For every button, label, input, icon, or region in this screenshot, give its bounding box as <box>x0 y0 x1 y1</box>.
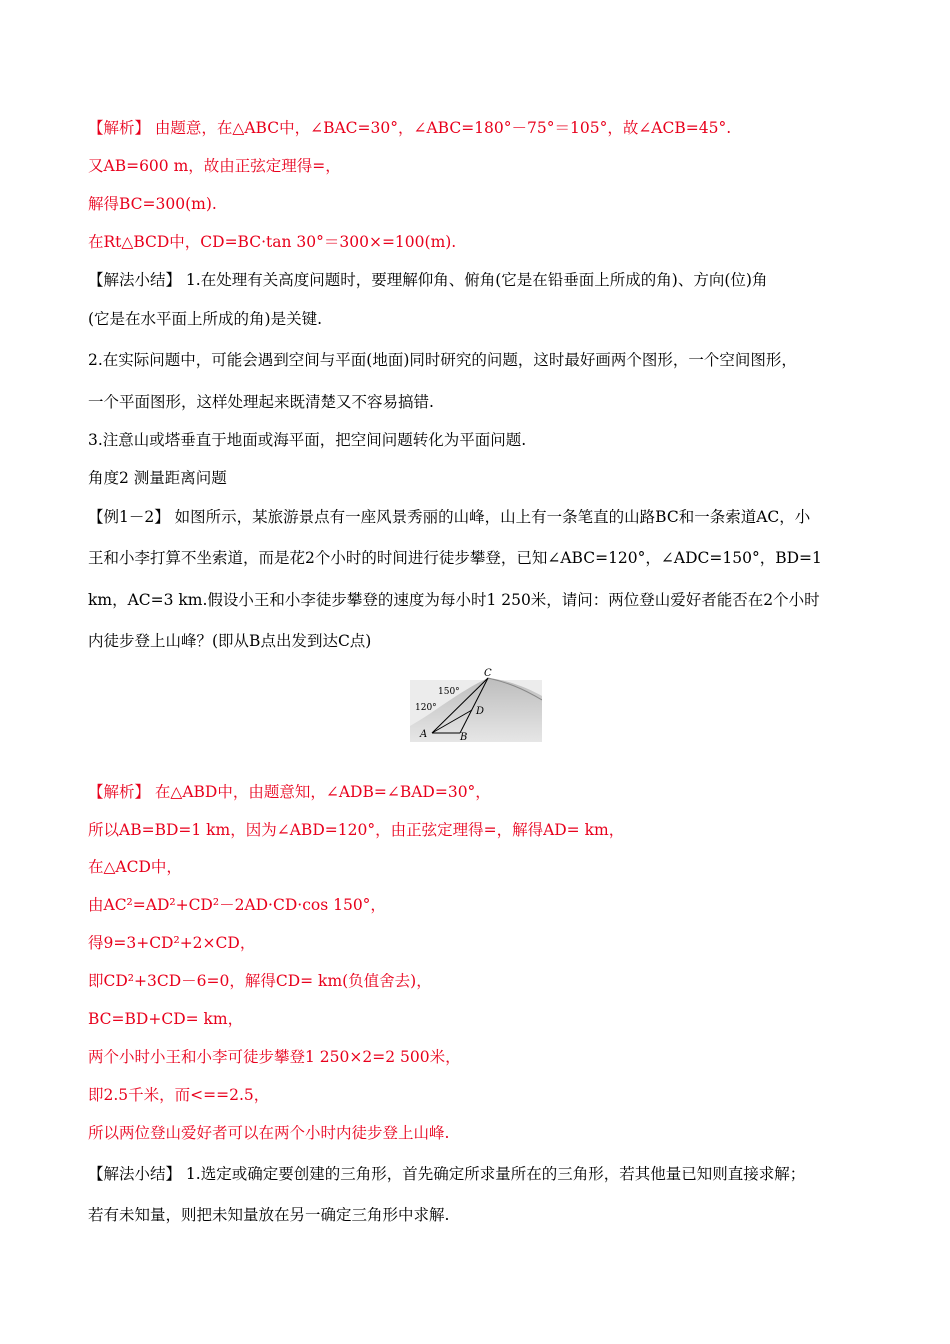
solution2-line4: 由AC²=AD²+CD²－2AD·CD·cos 150°， <box>88 896 386 914</box>
example-line2: 王和小李打算不坐索道，而是花2个小时的时间进行徒步攀登，已知∠ABC=120°，∠ADC=150°，BD=1 <box>88 549 822 567</box>
label-B: B <box>460 732 468 742</box>
example-line3: km，AC=3 km.假设小王和小李徒步攀登的速度为每小时1 250米，请问：两位登山爱好者能否在2个小时 <box>88 591 820 609</box>
solution2-line8: 两个小时小王和小李可徒步攀登1 250×2=2 500米， <box>88 1048 461 1066</box>
solution1-line2: 又AB=600 m，故由正弦定理得=， <box>88 157 341 175</box>
solution2-line7: BC=BD+CD= km， <box>88 1010 244 1028</box>
angle-label-120: 120° <box>415 703 437 713</box>
mountain-figure <box>410 666 542 742</box>
summary1-line4: 一个平面图形，这样处理起来既清楚又不容易搞错. <box>88 393 434 411</box>
summary1-line3: 2.在实际问题中，可能会遇到空间与平面(地面)同时研究的问题，这时最好画两个图形，一个空间图形， <box>88 351 797 369</box>
solution2-line2: 所以AB=BD=1 km，因为∠ABD=120°，由正弦定理得=，解得AD= km， <box>88 821 625 839</box>
summary1-line2: (它是在水平面上所成的角)是关键. <box>88 310 323 328</box>
solution2-line10: 所以两位登山爱好者可以在两个小时内徒步登上山峰. <box>88 1124 450 1142</box>
section-heading-angle2: 角度2 测量距离问题 <box>88 469 227 487</box>
solution2-line9: 即2.5千米，而<==2.5， <box>88 1086 270 1104</box>
label-A: A <box>420 729 428 740</box>
solution2-line1: 【解析】 在△ABD中，由题意知，∠ADB=∠BAD=30°， <box>88 783 491 801</box>
solution1-line1: 【解析】 由题意，在△ABC中，∠BAC=30°，∠ABC=180°－75°＝105°，故∠ACB=45°. <box>88 119 732 137</box>
angle-label-150: 150° <box>438 687 460 697</box>
solution1-line4: 在Rt△BCD中，CD=BC·tan 30°＝300×=100(m). <box>88 233 457 251</box>
summary2-line1: 【解法小结】 1.选定或确定要创建的三角形，首先确定所求量所在的三角形，若其他量已知则直接求解； <box>88 1165 806 1183</box>
solution2-line5: 得9=3+CD²+2×CD， <box>88 934 256 952</box>
mountain-diagram <box>410 666 542 742</box>
example-line1: 【例1－2】 如图所示，某旅游景点有一座风景秀丽的山峰，山上有一条笔直的山路BC和一条索道AC，小 <box>88 508 811 526</box>
solution1-line3: 解得BC=300(m). <box>88 195 217 213</box>
summary2-line2: 若有未知量，则把未知量放在另一确定三角形中求解. <box>88 1206 450 1224</box>
solution2-line6: 即CD²+3CD－6=0，解得CD= km(负值舍去)， <box>88 972 432 990</box>
summary1-line5: 3.注意山或塔垂直于地面或海平面，把空间问题转化为平面问题. <box>88 431 527 449</box>
example-line4: 内徒步登上山峰？(即从B点出发到达C点) <box>88 632 372 650</box>
solution2-line3: 在△ACD中， <box>88 858 182 876</box>
summary1-line1: 【解法小结】 1.在处理有关高度问题时，要理解仰角、俯角(它是在铅垂面上所成的角)、方向(位)角 <box>88 271 768 289</box>
label-C: C <box>484 668 492 679</box>
label-D: D <box>476 706 485 717</box>
